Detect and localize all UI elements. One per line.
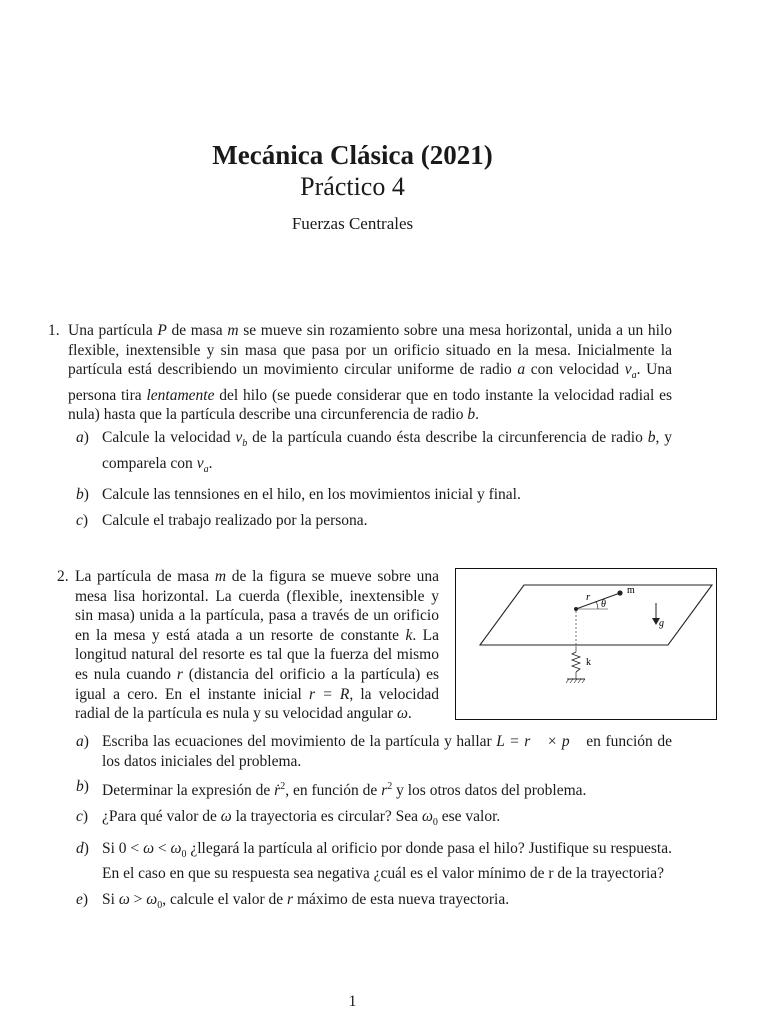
label-r: r [586, 591, 591, 603]
part-text: , en función de [285, 782, 382, 800]
problem-2 [57, 567, 439, 724]
p1-text: se mueve sin rozamiento sobre una mesa horizontal, unida a un hilo flexible, inextensible y sin masa que pasa por un orificio situado en la mesa. Inicialmente la partícula está describiendo un movimiento circular uniforme de radio [68, 322, 672, 379]
particle-point [617, 590, 622, 595]
sub: 0 [432, 817, 438, 829]
var-r: r [381, 782, 388, 800]
part-label: a [76, 429, 84, 446]
p2-text: La partícula de masa [75, 568, 215, 585]
var-r: r [287, 890, 294, 908]
part-text: la trayectoria es circular? Sea [231, 807, 422, 825]
ground-hatch [570, 679, 573, 683]
exp: 2 [280, 781, 286, 793]
problem-2-part-b: b) Determinar la expresión de ṙ$^2$, en función de $r^2$ y los otros datos del problema. [76, 778, 587, 800]
part-text: de la partícula cuando ésta describe la circunferencia de radio [247, 429, 648, 446]
part-text: < [154, 839, 171, 857]
document-topic: Fuerzas Centrales [291, 214, 414, 233]
part-label: b [76, 778, 84, 796]
part-text: Si [102, 890, 119, 908]
p2-var-k: k [405, 626, 413, 644]
p1-emph: lentamente [146, 386, 215, 404]
exp: 2 [387, 781, 393, 793]
var-omega0: ω [170, 839, 182, 857]
problem-2-part-a: a) Escriba las ecuaciones del movimiento de la partícula y hallar L = r⃗ × p⃗ en función de los datos iniciales del problema. [76, 733, 672, 770]
var-vb-sub: b [242, 438, 248, 450]
var-omega: ω [143, 839, 155, 857]
p1-text: con velocidad [525, 361, 625, 379]
part-text: Determinar la expresión de [102, 782, 275, 800]
orifice-point [574, 607, 578, 611]
p2-var-r: r [176, 665, 183, 683]
var-omega: ω [220, 807, 232, 825]
part-label: d [76, 839, 84, 857]
part-label: c [76, 511, 83, 529]
part-label: b [76, 486, 84, 504]
document-subtitle: Práctico 4 [300, 172, 405, 201]
var-omega0: ω [146, 890, 158, 908]
sub: 0 [181, 848, 187, 860]
page-number: 1 [348, 993, 357, 1010]
label-g: g [659, 618, 664, 629]
p1-text: Una partícula [68, 322, 158, 339]
var-b: b [647, 429, 656, 446]
part-text: Si 0 < [102, 839, 144, 857]
part-text: . [208, 454, 213, 472]
var-omega0: ω [421, 807, 433, 825]
label-m: m [627, 585, 635, 596]
p2-text: . La longitud natural del resorte es tal que la fuerza del mismo es nula cuando [75, 626, 439, 683]
eq-angular-momentum: L = r⃗ × p⃗ [496, 733, 582, 750]
ground-hatch [574, 679, 577, 683]
p2-eq-rR: r = R [309, 685, 350, 703]
problem-2-part-d: d) Si $0 < \omega < \omega_0$ ¿llegará la partícula al orificio por donde pasa el hilo? Justifique su respuesta. En el caso en que su respuesta sea negativa ¿cuál es el valor mínimo de r de la trayectoria? [76, 839, 672, 883]
p1-var-b: b [467, 406, 476, 424]
part-text: ¿Para qué valor de [102, 807, 221, 825]
p1-var-m: m [227, 322, 239, 339]
label-k: k [586, 657, 591, 668]
problem-2-statement [57, 567, 439, 724]
p1-var-a: a [517, 361, 526, 379]
problem-2-part-c: c) ¿Para qué valor de ω la trayectoria es circular? Sea $\omega_0$ ese valor. [76, 807, 501, 829]
var-omega: ω [118, 890, 130, 908]
label-theta: θ [601, 599, 606, 610]
part-text: y los otros datos del problema. [392, 782, 587, 800]
problem-1 [48, 321, 672, 425]
document-title: Mecánica Clásica (2021) [212, 140, 493, 170]
p2-var-omega: ω [396, 705, 408, 723]
p1-text: del hilo (se puede considerar que en todo instante la velocidad radial es nula) hasta que la partícula describe una circunferencia de radio [68, 386, 673, 424]
var-va-sub: a [203, 463, 209, 475]
part-text: ¿llegará la partícula al orificio por donde pasa el hilo? Justifique su respuesta. En el caso en que su respuesta sea negativa ¿cuál es el valor mínimo de r de la trayectoria? [102, 839, 672, 883]
problem-2-figure [455, 568, 717, 720]
part-text: , calcule el valor de [162, 890, 288, 908]
ground-hatch [582, 679, 585, 683]
part-label: e [76, 890, 83, 908]
part-text: Calcule las tennsiones en el hilo, en los movimientos inicial y final. [102, 486, 521, 504]
part-label: a [76, 733, 84, 750]
problem-1-parts [62, 428, 672, 537]
problem-2-parts [62, 732, 672, 922]
spring [572, 652, 580, 672]
part-text: , y comparela con [102, 429, 672, 472]
part-label: c [76, 807, 83, 825]
part-text: ese valor. [437, 807, 501, 825]
part-text: > [129, 890, 147, 908]
var-vb: v [235, 429, 243, 446]
ground-hatch [566, 679, 569, 683]
problem-1-part-a: a) Calcule la velocidad $v_b$ de la partícula cuando ésta describe la circunferencia de radio b, y comparela con $v_a$. [76, 429, 672, 475]
problem-1-statement [48, 321, 672, 425]
p1-text: de masa [166, 322, 228, 339]
problem-2-part-e: e) Si $\omega > \omega_0$, calcule el valor de r máximo de esta nueva trayectoria. [76, 890, 510, 911]
p1-var-va: v [624, 361, 632, 379]
p1-var-P: P [157, 322, 167, 339]
p2-text: (distancia del orificio a la partícula) es igual a cero. En el instante inicial [75, 665, 440, 703]
p1-text: . Una persona tira [68, 361, 672, 404]
p1-var-va-sub: a [631, 370, 637, 382]
part-text: Calcule el trabajo realizado por la persona. [102, 511, 368, 529]
part-text: en función de los datos iniciales del problema. [102, 733, 672, 770]
p2-text: , la velocidad radial de la partícula es nula y su velocidad angular [75, 685, 439, 723]
var-va: v [196, 454, 204, 472]
problem-1-part-b: b) Calcule las tennsiones en el hilo, en los movimientos inicial y final. [76, 486, 521, 504]
problem-2-number: 2. [57, 568, 69, 585]
var-rdot: ṙ [274, 782, 281, 800]
ground-hatch [578, 679, 581, 683]
table-plane [480, 585, 712, 645]
figure-drawing [456, 569, 716, 719]
part-text: máximo de esta nueva trayectoria. [293, 890, 510, 908]
problem-1-number: 1. [48, 322, 60, 339]
p1-text: . [475, 406, 479, 424]
p2-text: . [407, 705, 412, 723]
p2-var-m: m [214, 568, 227, 585]
p2-text: de la figura se mueve sobre una mesa lisa horizontal. La cuerda (flexible, inextensible y sin masa) unida a la partícula, pasa a través de un orificio en la mesa y está atada a un resorte de constante [75, 568, 439, 644]
part-text: Escriba las ecuaciones del movimiento de la partícula y hallar [102, 733, 497, 750]
angle-arc [596, 601, 598, 609]
part-text: Calcule la velocidad [102, 429, 236, 446]
problem-1-part-c: c) Calcule el trabajo realizado por la persona. [76, 511, 368, 529]
sub: 0 [157, 900, 163, 911]
